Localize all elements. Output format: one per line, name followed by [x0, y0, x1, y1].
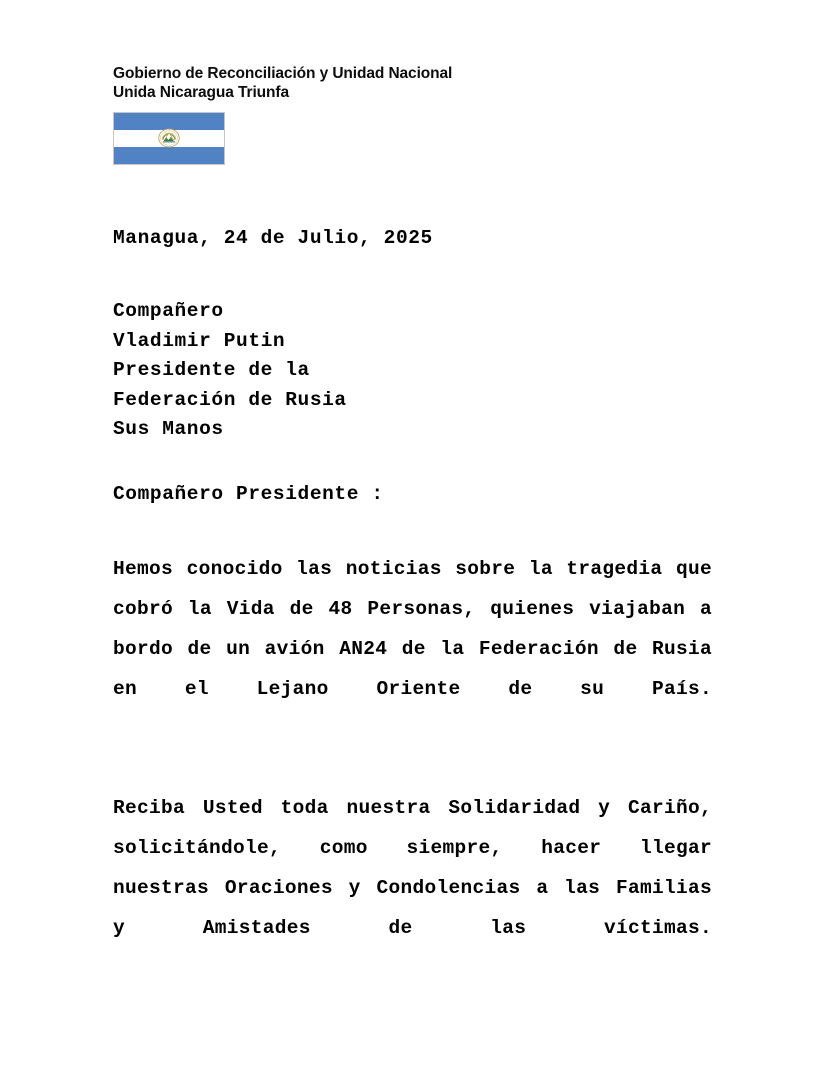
nicaragua-flag-image	[113, 112, 225, 165]
spacer-after-addressee	[113, 445, 712, 479]
addressee-line-role-1: Presidente de la	[113, 359, 310, 381]
addressee-line-name: Vladimir Putin	[113, 329, 286, 352]
letterhead-line-1: Gobierno de Reconciliación y Unidad Nacional	[113, 65, 453, 82]
letter-body	[113, 218, 712, 988]
body-paragraph-1: Hemos conocido las noticias sobre la tragedia que cobró la Vida de 48 Personas, quienes viajaban a bordo de un avión AN24 de la Federación de Rusia en el Lejano Oriente de su País.	[113, 557, 712, 700]
salutation-line: Compañero Presidente :	[113, 482, 384, 505]
date-line: Managua, 24 de Julio, 2025	[113, 227, 433, 249]
spacer-between-paragraphs	[113, 749, 712, 788]
flag-stripe-middle	[114, 130, 224, 147]
spacer-after-salutation	[113, 509, 712, 549]
coat-of-arms-icon	[158, 129, 180, 148]
flag-stripe-bottom	[114, 147, 224, 164]
letterhead	[113, 64, 733, 102]
addressee-line-delivery: Sus Manos	[113, 418, 224, 440]
spacer-after-date	[113, 258, 712, 297]
addressee-line-role-2: Federación de Rusia	[113, 388, 347, 411]
addressee-line-salutation-title: Compañero	[113, 300, 224, 322]
body-paragraph-2: Reciba Usted toda nuestra Solidaridad y Cariño, solicitándole, como siempre, hacer llegar nuestras Oraciones y Condolencias a las Familias y Amistades de las víctimas.	[113, 796, 712, 939]
letterhead-line-2: Unida Nicaragua Triunfa	[113, 84, 289, 101]
addressee-block	[113, 297, 712, 445]
flag-stripe-top	[114, 113, 224, 130]
